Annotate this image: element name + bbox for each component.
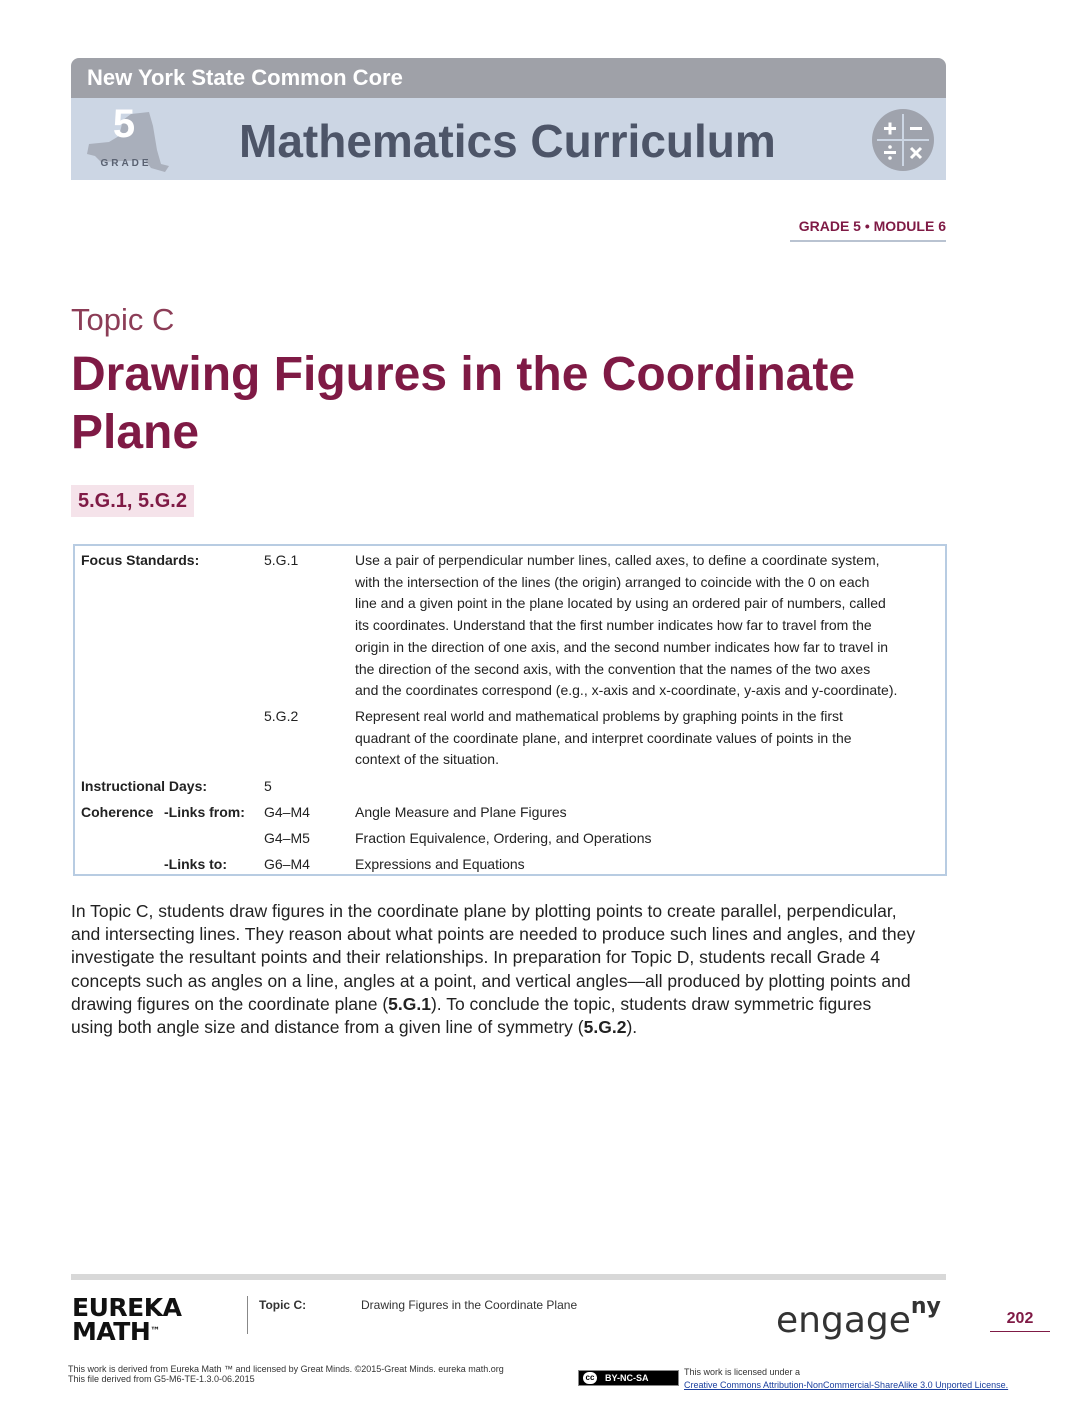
license-line: This work is licensed under a [684, 1367, 801, 1377]
page-number: 202 [1006, 1310, 1034, 1327]
license-text [684, 1366, 1008, 1392]
math-operations-icon [871, 108, 935, 172]
link-code: G4–M5 [264, 830, 310, 846]
standards-tag: 5.G.1, 5.G.2 [71, 485, 194, 517]
creative-commons-badge[interactable] [578, 1370, 679, 1386]
paragraph-line: investigate the resultant points and their relationships. In preparation for Topic D, students recall Grade 4 [71, 947, 881, 968]
standard-line: context of the situation. [355, 751, 499, 768]
banner-top-text: New York State Common Core [87, 65, 403, 90]
paragraph-text: ). [626, 1017, 638, 1038]
link-description: Expressions and Equations [355, 856, 525, 872]
footer-rule [71, 1274, 946, 1280]
footer-divider [247, 1296, 248, 1334]
link-description: Angle Measure and Plane Figures [355, 804, 567, 820]
instructional-days-label: Instructional Days: [81, 778, 208, 794]
paragraph-text: drawing figures on the coordinate plane ( [71, 993, 389, 1014]
paragraph-line: concepts such as angles on a line, angles at a point, and vertical angles—all produced by plotting points and [71, 970, 911, 991]
standard-line: its coordinates. Understand that the first number indicates how far to travel from the [355, 617, 872, 634]
standard-line: with the intersection of the lines (the origin) arranged to coincide with the 0 on each [355, 573, 870, 590]
links-from-label: -Links from: [164, 804, 245, 820]
module-label: GRADE 5 • MODULE 6 [798, 218, 946, 234]
standard-line: and the coordinates correspond (e.g., x-axis and x-coordinate, y-axis and y-coordinate). [355, 682, 898, 699]
standard-line: origin in the direction of one axis, and the second number indicates how far to travel in [355, 638, 889, 655]
cc-badge-text: BY-NC-SA [605, 1373, 649, 1383]
link-code: G4–M4 [264, 804, 310, 820]
link-code: G6–M4 [264, 856, 310, 872]
credit-line: This work is derived from Eureka Math ™ and licensed by Great Minds. ©2015-Great Minds. eureka math.org [68, 1364, 504, 1374]
eureka-math-logo [72, 1293, 182, 1346]
curriculum-title: Mathematics Curriculum [239, 115, 776, 167]
standard-line: the direction of the second axis, with the convention that the names of the two axes [355, 660, 871, 677]
module-rule [790, 240, 946, 242]
standard-line: Represent real world and mathematical problems by graphing points in the first [355, 708, 843, 724]
logo-superscript: ny [910, 1294, 941, 1319]
logo-line: MATH [72, 1317, 151, 1346]
engageny-logo [776, 1294, 941, 1341]
standards-table [73, 544, 947, 876]
header-banner-top [71, 58, 946, 98]
standard-reference: 5.G.2 [583, 1017, 627, 1038]
links-to-label: -Links to: [164, 856, 227, 872]
paragraph-line: In Topic C, students draw figures in the coordinate plane by plotting points to create parallel, perpendicular, [71, 901, 897, 921]
trademark-symbol: ™ [150, 1326, 160, 1337]
logo-line: EUREKA [72, 1293, 182, 1322]
paragraph-text: using both angle size and distance from a given line of symmetry ( [71, 1017, 584, 1038]
instructional-days-value: 5 [264, 778, 272, 794]
footer-topic-label: Topic C: [259, 1298, 307, 1312]
paragraph-line [71, 993, 951, 1016]
credit-text [68, 1364, 504, 1384]
grade-number: 5 [112, 102, 136, 146]
cc-icon: cc [583, 1372, 597, 1384]
standard-line: Use a pair of perpendicular number lines, called axes, to define a coordinate system, [355, 552, 880, 568]
page-number-rule [990, 1331, 1050, 1332]
link-description: Fraction Equivalence, Ordering, and Operations [355, 830, 652, 846]
standard-code: 5.G.1 [264, 552, 299, 568]
focus-standards-label: Focus Standards: [81, 552, 200, 568]
logo-text: engage [776, 1300, 911, 1341]
header-banner-main [71, 98, 946, 180]
credit-line: This file derived from G5-M6-TE-1.3.0-06.2015 [68, 1374, 255, 1384]
standard-line: quadrant of the coordinate plane, and interpret coordinate values of points in the [355, 729, 852, 746]
standard-line: line and a given point in the plane located by using an ordered pair of numbers, called [355, 595, 886, 612]
standard-code: 5.G.2 [264, 708, 299, 724]
paragraph-line [71, 1016, 951, 1039]
topic-title: Drawing Figures in the Coordinate Plane [71, 348, 856, 459]
standard-description [355, 706, 945, 771]
topic-label: Topic C [71, 302, 175, 337]
footer-topic-name: Drawing Figures in the Coordinate Plane [361, 1298, 578, 1312]
grade-word: GRADE [100, 158, 152, 169]
coherence-label: Coherence [81, 804, 154, 820]
license-link[interactable]: Creative Commons Attribution-NonCommercial-ShareAlike 3.0 Unported License. [684, 1380, 1009, 1390]
topic-overview-paragraph [71, 900, 951, 1039]
standard-reference: 5.G.1 [388, 993, 431, 1014]
paragraph-line: and intersecting lines. They reason about what points are needed to produce such lines and angles, and they [71, 924, 916, 945]
paragraph-text: ). To conclude the topic, students draw symmetric figures [430, 993, 872, 1014]
standard-description [355, 550, 945, 702]
